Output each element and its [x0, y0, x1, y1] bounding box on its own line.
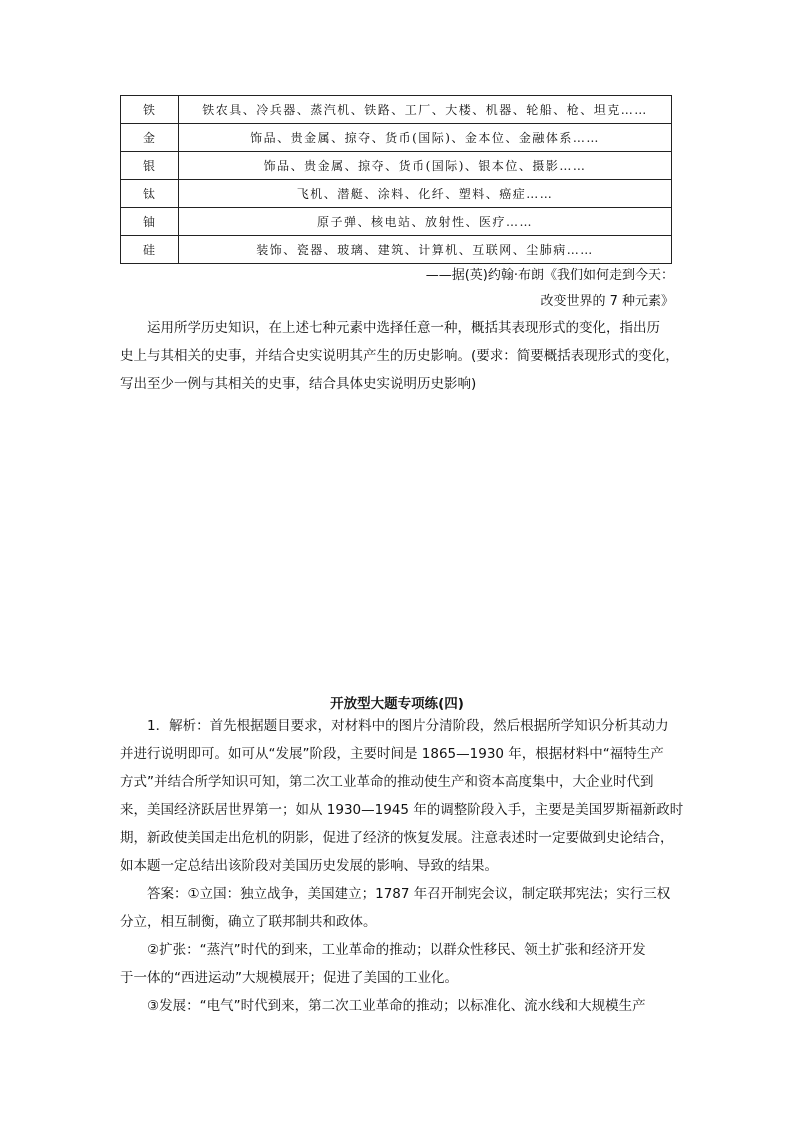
forms-cell: 铁农具、冷兵器、蒸汽机、铁路、工厂、大楼、机器、轮船、枪、坦克……: [179, 96, 672, 124]
table-row: [121, 236, 672, 264]
elements-table: [120, 95, 672, 264]
forms-cell: 飞机、潜艇、涂料、化纤、塑料、癌症……: [179, 180, 672, 208]
answer-paragraph: [120, 712, 684, 1020]
answer-line: 如本题一定总结出该阶段对美国历史发展的影响、导致的结果。: [120, 858, 498, 874]
question-line: 运用所学历史知识，在上述七种元素中选择任意一种，概括其表现形式的变化，指出历: [147, 320, 660, 336]
element-cell: 铀: [121, 208, 179, 236]
source-citation-line-2: 改变世界的 7 种元素》: [540, 294, 674, 309]
table-row: [121, 152, 672, 180]
question-line: 写出至少一例与其相关的史事，结合具体史实说明历史影响): [120, 376, 477, 392]
answer-line: 答案：①立国：独立战争，美国建立；1787 年召开制宪会议，制定联邦宪法；实行三权: [147, 886, 671, 902]
table-row: [121, 124, 672, 152]
question-paragraph: [120, 314, 679, 398]
source-citation-line-1: ——据(英)约翰·布朗《我们如何走到今天：: [425, 268, 674, 283]
question-line: 史上与其相关的史事，并结合史实说明其产生的历史影响。(要求：简要概括表现形式的变化，: [120, 348, 679, 364]
forms-cell: 原子弹、核电站、放射性、医疗……: [179, 208, 672, 236]
element-cell: 铁: [121, 96, 179, 124]
answer-line: 分立，相互制衡，确立了联邦制共和政体。: [120, 914, 377, 930]
answer-line: 并进行说明即可。如可从“发展”阶段，主要时间是 1865—1930 年，根据材料中“福特生产: [120, 746, 664, 762]
section-title: 开放型大题专项练(四): [330, 696, 464, 712]
table-row: [121, 180, 672, 208]
element-cell: 钛: [121, 180, 179, 208]
table-row: [121, 208, 672, 236]
forms-cell: 饰品、贵金属、掠夺、货币(国际)、银本位、摄影……: [179, 152, 672, 180]
answer-line: 1．解析：首先根据题目要求，对材料中的图片分清阶段，然后根据所学知识分析其动力: [147, 718, 669, 734]
answer-line: 来，美国经济跃居世界第一；如从 1930—1945 年的调整阶段入手，主要是美国罗斯福新政时: [120, 802, 684, 818]
answer-line: 于一体的“西进运动”大规模展开；促进了美国的工业化。: [120, 970, 458, 986]
forms-cell: 饰品、贵金属、掠夺、货币(国际)、金本位、金融体系……: [179, 124, 672, 152]
answer-line: 方式”并结合所学知识可知，第二次工业革命的推动使生产和资本高度集中，大企业时代到: [120, 774, 654, 790]
answer-line: 期，新政使美国走出危机的阴影，促进了经济的恢复发展。注意表述时一定要做到史论结合，: [120, 830, 674, 846]
forms-cell: 装饰、瓷器、玻璃、建筑、计算机、互联网、尘肺病……: [179, 236, 672, 264]
answer-line: ②扩张：“蒸汽”时代的到来，工业革命的推动；以群众性移民、领土扩张和经济开发: [147, 942, 646, 958]
element-cell: 金: [121, 124, 179, 152]
element-cell: 硅: [121, 236, 179, 264]
element-cell: 银: [121, 152, 179, 180]
table-row: [121, 96, 672, 124]
answer-line: ③发展：“电气”时代到来，第二次工业革命的推动；以标准化、流水线和大规模生产: [147, 998, 646, 1014]
